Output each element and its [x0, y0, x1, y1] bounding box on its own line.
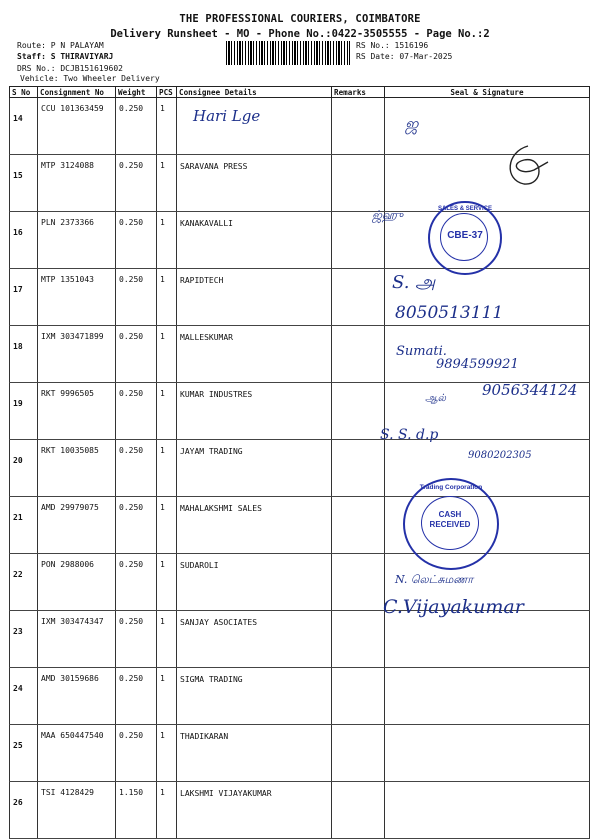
table-row — [10, 782, 590, 839]
row-consignee: THADIKARAN — [177, 725, 332, 782]
stamp-cash-text: CASH RECEIVED — [429, 510, 471, 529]
row-sno: 16 — [10, 212, 38, 269]
row-consignment-no: CCU 101363459 — [38, 98, 116, 155]
row-remarks — [332, 98, 385, 155]
table-row — [10, 725, 590, 782]
stamp-cbe37-text: CBE-37 — [447, 230, 483, 241]
row-consignment-no: MTP 3124088 — [38, 155, 116, 212]
signature-row26: C.Vijayakumar — [383, 596, 524, 618]
table-row — [10, 326, 590, 383]
stamp-cbe37-ring: SALES & SERVICE — [438, 206, 492, 212]
row-weight: 0.250 — [116, 497, 157, 554]
table-row — [10, 497, 590, 554]
row-weight: 0.250 — [116, 269, 157, 326]
row-remarks — [332, 497, 385, 554]
row-remarks — [332, 554, 385, 611]
signature-row18: S. அ — [392, 272, 436, 293]
row-pcs: 1 — [157, 782, 177, 839]
signature-row25: N. லெட்சுமணா — [395, 573, 474, 586]
row-weight: 0.250 — [116, 554, 157, 611]
row-pcs: 1 — [157, 668, 177, 725]
row-sno: 26 — [10, 782, 38, 839]
row-pcs: 1 — [157, 554, 177, 611]
row-consignment-no: IXM 303471899 — [38, 326, 116, 383]
rs-date: RS Date: 07-Mar-2025 — [356, 52, 453, 61]
row-consignment-no: MAA 650447540 — [38, 725, 116, 782]
row-weight: 0.250 — [116, 668, 157, 725]
handwritten-phone-row19: 8050513111 — [395, 303, 504, 323]
row-pcs: 1 — [157, 725, 177, 782]
col-consignment: Consignment No — [38, 87, 116, 98]
row-sno: 15 — [10, 155, 38, 212]
runsheet-title: Delivery Runsheet - MO - Phone No.:0422-3505555 - Page No.:2 — [110, 28, 490, 40]
handwritten-name-row20: Sumati. — [396, 344, 447, 359]
row-sno: 22 — [10, 554, 38, 611]
row-pcs: 1 — [157, 98, 177, 155]
row-consignment-no: RKT 9996505 — [38, 383, 116, 440]
row-pcs: 1 — [157, 383, 177, 440]
drs-label: DRS No.: DCJB151619602 — [17, 64, 123, 73]
row-signature — [385, 155, 590, 212]
row-weight: 1.150 — [116, 782, 157, 839]
row-consignee: JAYAM TRADING — [177, 440, 332, 497]
col-remarks: Remarks — [332, 87, 385, 98]
row-sno: 20 — [10, 440, 38, 497]
row-remarks — [332, 155, 385, 212]
row-pcs: 1 — [157, 212, 177, 269]
row-consignee: KUMAR INDUSTRES — [177, 383, 332, 440]
table-header-row — [10, 87, 590, 98]
row-remarks — [332, 725, 385, 782]
row-consignee: MAHALAKSHMI SALES — [177, 497, 332, 554]
handwritten-phone-row20: 9894599921 — [436, 357, 519, 372]
row-weight: 0.250 — [116, 326, 157, 383]
row-consignment-no: IXM 303474347 — [38, 611, 116, 668]
row-sno: 17 — [10, 269, 38, 326]
row-signature — [385, 611, 590, 668]
row-consignee: SUDAROLI — [177, 554, 332, 611]
row-consignee: LAKSHMI VIJAYAKUMAR — [177, 782, 332, 839]
table-row — [10, 611, 590, 668]
row-consignment-no: PON 2988006 — [38, 554, 116, 611]
row-signature — [385, 782, 590, 839]
row-weight: 0.250 — [116, 383, 157, 440]
row-consignee: SARAVANA PRESS — [177, 155, 332, 212]
row-remarks — [332, 611, 385, 668]
row-pcs: 1 — [157, 611, 177, 668]
runsheet-table — [9, 86, 590, 839]
company-title: THE PROFESSIONAL COURIERS, COIMBATORE — [179, 13, 421, 25]
route-label: Route: P N PALAYAM — [17, 41, 104, 50]
handwritten-name-row14: Hari Lge — [193, 107, 261, 125]
row-pcs: 1 — [157, 269, 177, 326]
row-remarks — [332, 668, 385, 725]
signature-row14: ஜ — [405, 114, 419, 133]
rs-number: RS No.: 1516196 — [356, 41, 429, 50]
row-consignment-no: PLN 2373366 — [38, 212, 116, 269]
row-consignment-no: AMD 30159686 — [38, 668, 116, 725]
row-remarks — [332, 440, 385, 497]
row-consignee: RAPIDTECH — [177, 269, 332, 326]
row-sno: 19 — [10, 383, 38, 440]
handwritten-phone-row21: 9056344124 — [482, 381, 578, 399]
signature-row22: S. S. d.p — [380, 427, 439, 443]
row-sno: 24 — [10, 668, 38, 725]
row-sno: 21 — [10, 497, 38, 554]
row-sno: 14 — [10, 98, 38, 155]
stamp-cbe37 — [428, 201, 502, 275]
row-pcs: 1 — [157, 440, 177, 497]
row-pcs: 1 — [157, 155, 177, 212]
vehicle-label: Vehicle: Two Wheeler Delivery — [20, 74, 160, 83]
row-remarks — [332, 383, 385, 440]
row-remarks — [332, 782, 385, 839]
signature-row17: ஜ்ஹு — [372, 208, 403, 222]
signature-scribble-row15 — [498, 142, 550, 190]
row-pcs: 1 — [157, 326, 177, 383]
table-row — [10, 668, 590, 725]
row-sno: 23 — [10, 611, 38, 668]
row-weight: 0.250 — [116, 611, 157, 668]
row-weight: 0.250 — [116, 98, 157, 155]
stamp-cash-received — [403, 478, 499, 570]
signature-row21: ஆல் — [425, 393, 446, 404]
row-sno: 25 — [10, 725, 38, 782]
col-sno: S No — [10, 87, 38, 98]
row-consignee: MALLESKUMAR — [177, 326, 332, 383]
row-consignee: SIGMA TRADING — [177, 668, 332, 725]
staff-label: Staff: S THIRAVIYARJ — [17, 52, 114, 61]
col-signature: Seal & Signature — [385, 87, 590, 98]
stamp-cash-ring: Trading Corporation — [419, 484, 483, 491]
row-weight: 0.250 — [116, 725, 157, 782]
row-consignee: KANAKAVALLI — [177, 212, 332, 269]
barcode — [226, 41, 350, 65]
table-row — [10, 440, 590, 497]
row-consignment-no: MTP 1351043 — [38, 269, 116, 326]
col-weight: Weight — [116, 87, 157, 98]
row-consignment-no: RKT 10035085 — [38, 440, 116, 497]
table-row — [10, 212, 590, 269]
row-weight: 0.250 — [116, 212, 157, 269]
row-signature — [385, 668, 590, 725]
row-consignment-no: AMD 29979075 — [38, 497, 116, 554]
row-consignment-no: TSI 4128429 — [38, 782, 116, 839]
col-consignee: Consignee Details — [177, 87, 332, 98]
row-weight: 0.250 — [116, 155, 157, 212]
row-sno: 18 — [10, 326, 38, 383]
col-pcs: PCS — [157, 87, 177, 98]
row-signature — [385, 725, 590, 782]
row-remarks — [332, 326, 385, 383]
row-consignee: SANJAY ASOCIATES — [177, 611, 332, 668]
row-pcs: 1 — [157, 497, 177, 554]
row-remarks — [332, 269, 385, 326]
row-weight: 0.250 — [116, 440, 157, 497]
handwritten-phone-row22: 9080202305 — [468, 450, 532, 461]
